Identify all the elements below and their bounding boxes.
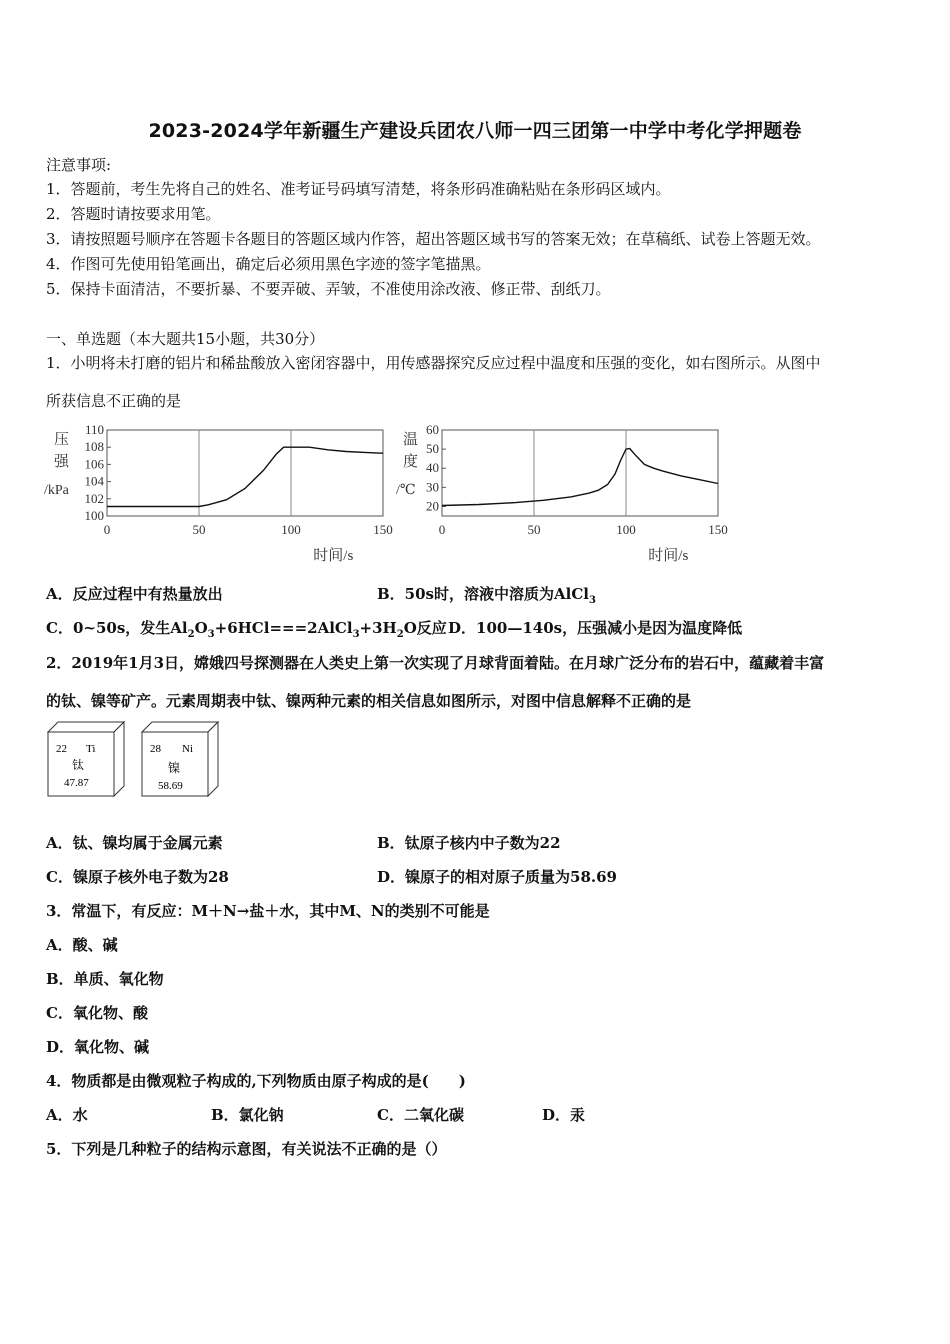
q4-stem: 4．物质都是由微观粒子构成的,下列物质由原子构成的是( ) (46, 1072, 466, 1090)
temperature-chart (392, 418, 762, 573)
q3-option-c: C．氧化物、酸 (46, 1004, 148, 1022)
x-tick-label: 0 (438, 522, 446, 537)
q1-option-b: B．50s时，溶液中溶质为AlCl$_3$ (377, 585, 596, 606)
ni-number: 28 (150, 743, 161, 755)
y-tick-label: 40 (426, 460, 439, 476)
ti-name: 钛 (72, 758, 85, 772)
y-axis-unit: /kPa (44, 483, 69, 498)
ti-symbol: Ti (86, 743, 96, 755)
y-tick-label: 30 (426, 479, 439, 495)
x-tick-label: 100 (281, 522, 301, 537)
notice-item: 4．作图可先使用铅笔画出，确定后必须用黑色字迹的签字笔描黑。 (46, 255, 491, 273)
q2-option-b: B．钛原子核内中子数为22 (377, 834, 561, 852)
page-title: 2023-2024学年新疆生产建设兵团农八师一四三团第一中学中考化学押题卷 (148, 120, 802, 142)
y-tick-label: 106 (84, 456, 104, 472)
y-axis-label-char: 强 (54, 454, 70, 470)
element-card-ti (48, 722, 124, 796)
x-tick-label: 0 (103, 522, 111, 537)
ni-symbol: Ni (182, 743, 193, 755)
notice-heading: 注意事项: (46, 156, 112, 174)
series-line (442, 449, 718, 506)
series-line (107, 447, 383, 506)
q1-option-d: D．100—140s，压强减小是因为温度降低 (448, 619, 743, 637)
y-axis-label-char: 度 (403, 454, 419, 470)
ti-mass: 47.87 (64, 777, 89, 789)
q1-option-c: C．0~50s，发生$Al_2O_3+6HCl===2AlCl_3+3H_2O$反应 (46, 619, 447, 640)
q4-option-c: C．二氧化碳 (377, 1106, 464, 1124)
pressure-chart (40, 418, 410, 573)
q2-option-a: A．钛、镍均属于金属元素 (46, 834, 223, 852)
x-tick-label: 50 (192, 522, 206, 537)
q2-option-c: C．镍原子核外电子数为28 (46, 868, 229, 886)
y-tick-label: 50 (426, 441, 439, 457)
x-tick-label: 50 (527, 522, 541, 537)
x-axis-label: 时间/s (313, 548, 354, 564)
element-card-ni (142, 722, 218, 796)
y-axis-label-char: 压 (54, 432, 70, 448)
y-axis-unit: /℃ (396, 483, 416, 498)
q3-option-b: B．单质、氧化物 (46, 970, 164, 988)
x-axis-label: 时间/s (648, 548, 689, 564)
q2-option-d: D．镍原子的相对原子质量为58.69 (377, 868, 617, 886)
y-tick-label: 60 (426, 422, 439, 437)
ni-mass: 58.69 (158, 780, 183, 792)
q2-stem-line2: 的钛、镍等矿产。元素周期表中钛、镍两种元素的相关信息如图所示，对图中信息解释不正确的是 (46, 692, 692, 710)
q4-option-d: D．汞 (542, 1106, 586, 1124)
q3-option-a: A．酸、碱 (46, 936, 118, 954)
y-tick-label: 100 (84, 508, 104, 523)
notice-item: 2．答题时请按要求用笔。 (46, 205, 221, 223)
q4-option-a: A．水 (46, 1106, 88, 1124)
y-axis-label-char: 温 (403, 432, 419, 448)
y-tick-label: 20 (426, 498, 439, 514)
q1-stem-line2: 所获信息不正确的是 (46, 392, 182, 410)
ni-name: 镍 (168, 761, 181, 775)
q5-stem: 5．下列是几种粒子的结构示意图，有关说法不正确的是（） (46, 1140, 447, 1158)
q2-stem-line1: 2．2019年1月3日，嫦娥四号探测器在人类史上第一次实现了月球背面着陆。在月球广泛分布的岩石中，蕴藏着丰富 (46, 654, 825, 672)
q1-stem-line1: 1．小明将未打磨的铝片和稀盐酸放入密闭容器中，用传感器探究反应过程中温度和压强的变化，如右图所示。从图中 (46, 354, 821, 372)
y-tick-label: 102 (84, 490, 104, 506)
notice-item: 3．请按照题号顺序在答题卡各题目的答题区域内作答，超出答题区域书写的答案无效；在草稿纸、试卷上答题无效。 (46, 230, 821, 248)
y-tick-label: 104 (84, 473, 104, 489)
x-tick-label: 150 (708, 522, 728, 537)
y-tick-label: 110 (84, 422, 104, 437)
notice-item: 1．答题前，考生先将自己的姓名、准考证号码填写清楚，将条形码准确粘贴在条形码区域内。 (46, 180, 671, 198)
x-tick-label: 150 (373, 522, 393, 537)
plot-frame (442, 430, 718, 516)
element-cards (44, 716, 224, 798)
plot-frame (107, 430, 383, 516)
ti-number: 22 (56, 743, 67, 755)
y-tick-label: 108 (84, 439, 104, 455)
notice-item: 5．保持卡面清洁，不要折暴、不要弄破、弄皱，不准使用涂改液、修正带、刮纸刀。 (46, 280, 611, 298)
q4-option-b: B．氯化钠 (211, 1106, 284, 1124)
q3-stem: 3．常温下，有反应：M＋N→盐＋水，其中M、N的类别不可能是 (46, 902, 490, 920)
section-heading: 一、单选题（本大题共15小题，共30分） (46, 330, 325, 348)
q3-option-d: D．氧化物、碱 (46, 1038, 150, 1056)
x-tick-label: 100 (616, 522, 636, 537)
q1-option-a: A．反应过程中有热量放出 (46, 585, 223, 603)
